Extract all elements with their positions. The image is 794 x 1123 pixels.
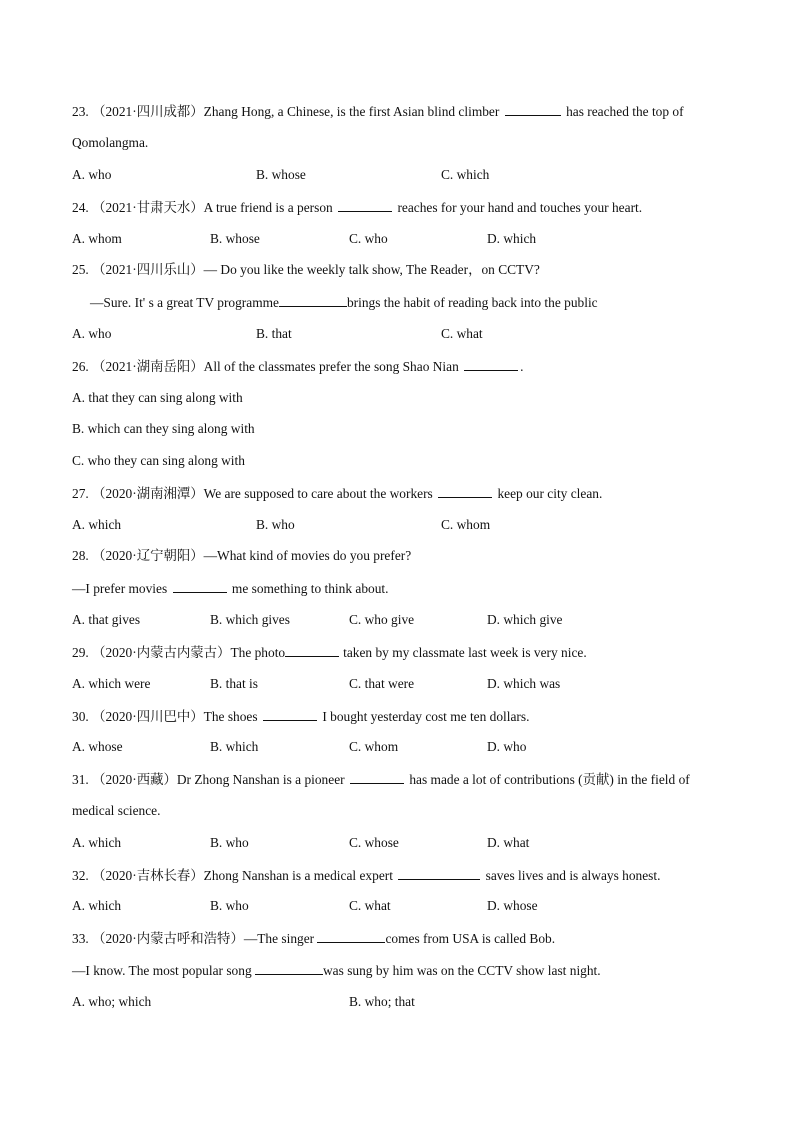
question-text: has made a lot of contributions (贡献) in the field of [409, 772, 690, 787]
question-text: 27. （2020·湖南湘潭）We are supposed to care about the workers [72, 486, 433, 501]
question-text: brings the habit of reading back into the public [346, 295, 598, 310]
option-b[interactable]: B. whose [256, 167, 306, 182]
question-text: 23. （2021·四川成都）Zhang Hong, a Chinese, is the first Asian blind climber [72, 104, 500, 119]
option-c[interactable]: C. which [441, 167, 490, 182]
question-text: —I prefer movies [72, 581, 168, 596]
question-23-line1 [72, 104, 684, 118]
question-26 [72, 359, 523, 373]
answer-blank[interactable] [464, 359, 518, 371]
answer-blank[interactable] [263, 709, 317, 721]
question-24 [72, 200, 642, 214]
question-text: 31. （2020·西藏）Dr Zhong Nanshan is a pioneer [72, 772, 345, 787]
question-text: I bought yesterday cost me ten dollars. [322, 709, 530, 724]
option-b[interactable]: B. that is [210, 676, 258, 691]
option-c[interactable]: C. what [349, 898, 391, 913]
question-29 [72, 645, 587, 659]
question-text: saves lives and is always honest. [485, 868, 661, 883]
answer-blank[interactable] [173, 581, 227, 593]
option-a[interactable]: A. who; which [72, 994, 152, 1009]
question-text: 30. （2020·四川巴中）The shoes [72, 709, 258, 724]
answer-blank[interactable] [285, 645, 339, 657]
option-b[interactable]: B. that [256, 326, 292, 341]
question-text: 29. （2020·内蒙古内蒙古）The photo [72, 645, 286, 660]
option-a[interactable]: A. who [72, 167, 112, 182]
question-text: —Sure. It' s a great TV programme [90, 295, 279, 310]
option-b[interactable]: B. whose [210, 231, 260, 246]
option-d[interactable]: D. whose [487, 898, 538, 913]
option-d[interactable]: D. which [487, 231, 537, 246]
option-b[interactable]: B. which [210, 739, 259, 754]
question-text: keep our city clean. [497, 486, 603, 501]
option-d[interactable]: D. which was [487, 676, 561, 691]
answer-blank[interactable] [338, 200, 392, 212]
answer-blank[interactable] [505, 104, 561, 116]
option-c[interactable]: C. whom [349, 739, 399, 754]
question-28-line2 [72, 581, 389, 595]
option-b[interactable]: B. who [256, 517, 295, 532]
option-c[interactable]: C. who [349, 231, 388, 246]
question-33-line1 [72, 931, 555, 945]
option-a[interactable]: A. whom [72, 231, 122, 246]
question-text: was sung by him was on the CCTV show last night. [323, 963, 601, 978]
question-23-line2: Qomolangma. [72, 135, 149, 150]
question-30 [72, 709, 529, 723]
question-33-line2 [72, 963, 601, 977]
option-d[interactable]: D. which give [487, 612, 563, 627]
question-text: —I know. The most popular song [72, 963, 252, 978]
option-c[interactable]: C. what [441, 326, 483, 341]
option-c[interactable]: C. that were [349, 676, 415, 691]
option-b[interactable]: B. who [210, 898, 249, 913]
answer-blank[interactable] [279, 295, 347, 307]
option-c[interactable]: C. who give [349, 612, 415, 627]
option-a[interactable]: A. which [72, 835, 122, 850]
answer-blank[interactable] [255, 963, 323, 975]
option-c[interactable]: C. whose [349, 835, 399, 850]
question-28-line1: 28. （2020·辽宁朝阳）—What kind of movies do you prefer? [72, 548, 412, 563]
option-b[interactable]: B. who; that [349, 994, 415, 1009]
question-text: 32. （2020·吉林长春）Zhong Nanshan is a medical expert [72, 868, 393, 883]
option-d[interactable]: D. who [487, 739, 527, 754]
option-b[interactable]: B. which gives [210, 612, 290, 627]
option-d[interactable]: D. what [487, 835, 530, 850]
question-text: comes from USA is called Bob. [385, 931, 556, 946]
answer-blank[interactable] [438, 486, 492, 498]
question-text: has reached the top of [566, 104, 684, 119]
question-text: 26. （2021·湖南岳阳）All of the classmates prefer the song Shao Nian [72, 359, 459, 374]
question-text: taken by my classmate last week is very nice. [343, 645, 587, 660]
question-31-line2: medical science. [72, 803, 161, 818]
question-31-line1 [72, 772, 690, 786]
question-25-line2 [90, 295, 598, 309]
option-a[interactable]: A. that they can sing along with [72, 390, 243, 405]
question-25-line1: 25. （2021·四川乐山）— Do you like the weekly talk show, The Reader，on CCTV? [72, 262, 540, 277]
option-a[interactable]: A. which [72, 898, 122, 913]
option-a[interactable]: A. that gives [72, 612, 141, 627]
question-text: . [520, 359, 524, 374]
question-27 [72, 486, 602, 500]
option-b[interactable]: B. which can they sing along with [72, 421, 255, 436]
answer-blank[interactable] [350, 772, 404, 784]
question-32 [72, 868, 660, 882]
option-a[interactable]: A. which were [72, 676, 151, 691]
option-a[interactable]: A. whose [72, 739, 123, 754]
question-text: me something to think about. [231, 581, 389, 596]
option-c[interactable]: C. who they can sing along with [72, 453, 245, 468]
question-text: 24. （2021·甘肃天水）A true friend is a person [72, 200, 333, 215]
question-text: 33. （2020·内蒙古呼和浩特）—The singer [72, 931, 315, 946]
option-b[interactable]: B. who [210, 835, 249, 850]
option-a[interactable]: A. which [72, 517, 122, 532]
answer-blank[interactable] [398, 868, 480, 880]
option-a[interactable]: A. who [72, 326, 112, 341]
question-text: reaches for your hand and touches your heart. [397, 200, 643, 215]
option-c[interactable]: C. whom [441, 517, 491, 532]
answer-blank[interactable] [317, 931, 385, 943]
